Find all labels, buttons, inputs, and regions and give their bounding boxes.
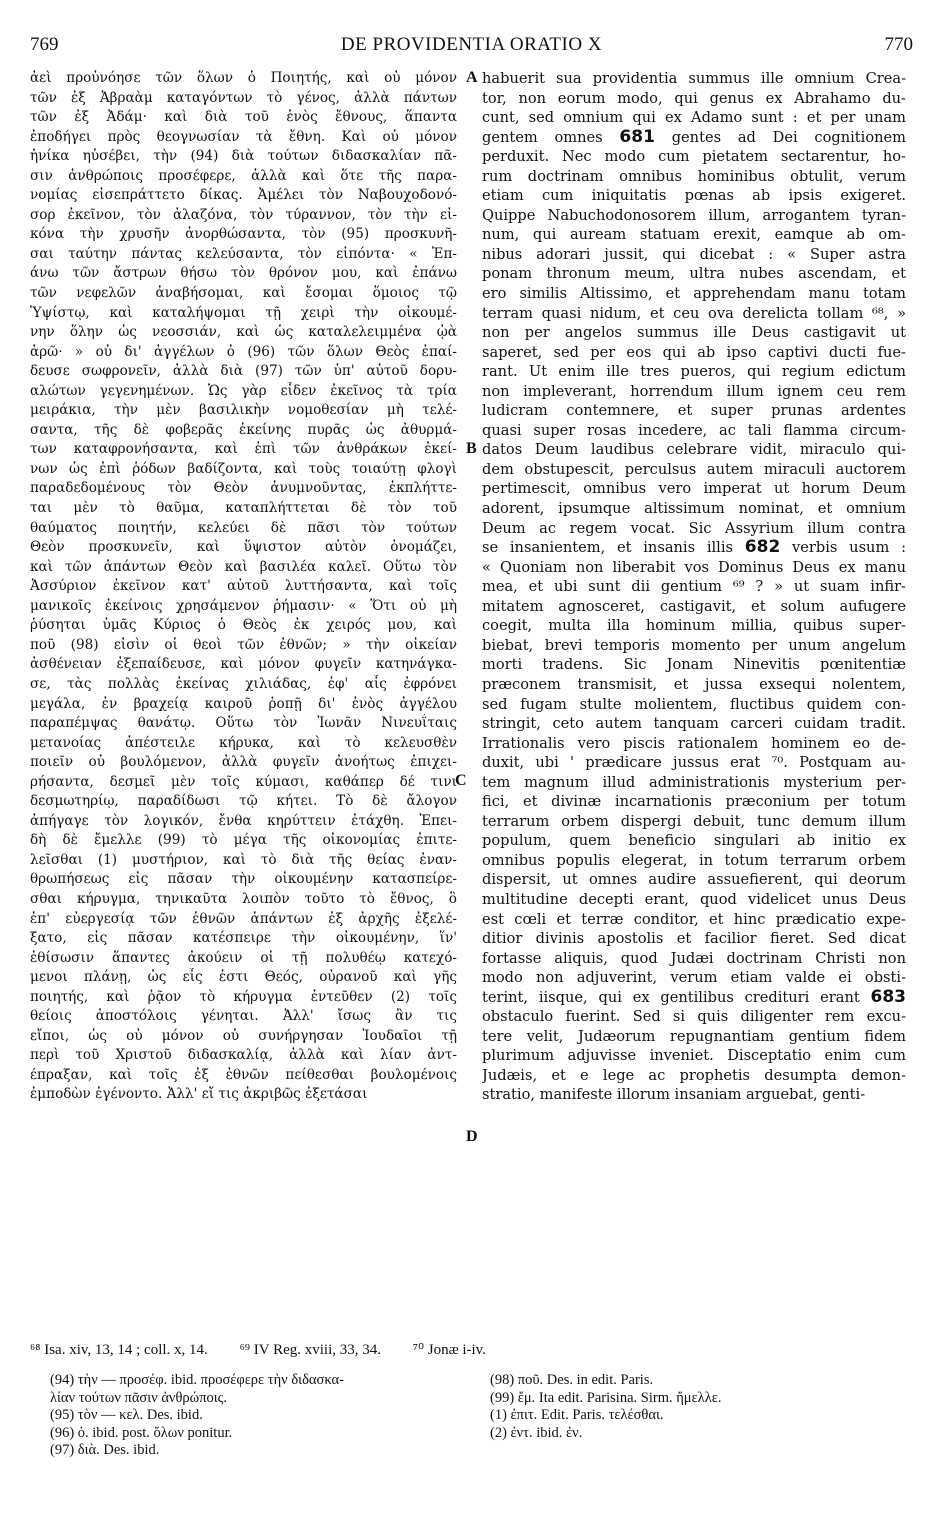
latin-text-line: quasi super rosas incedere, ac tali flamma circum- (482, 421, 906, 439)
greek-text-line: μεγάλα, ἐν βραχείᾳ καιροῦ ῥοπῇ δι' ἑνὸς ἀγγέλου (30, 695, 457, 712)
latin-text-line: omnibus populis elegerat, in totum terrarum orbem (482, 851, 906, 869)
latin-text-line: ditior divinis apostolis et facilior fieret. Sed dicat (482, 930, 906, 948)
greek-text-line: σιν ἀνθρώποις προσέφερε, ἀλλὰ καὶ ὅτε τῆς παρα- (30, 167, 457, 184)
greek-text-line: ἀπήγαγε τὸν λογικόν, ἔνθα κηρύττειν ἐτάχθη. Ἐπει- (30, 812, 457, 829)
greek-text-line: εἴποι, ὡς οὐ μόνον οὐ συνήργησαν Ἰουδαῖοι τῇ (30, 1027, 457, 1044)
variant-note: (97) διὰ. Des. ibid. (50, 1442, 160, 1459)
latin-text-line: duxit, ubi ' prædicare jussus erat ⁷⁰. Postquam au- (482, 754, 906, 772)
greek-text-line: δευσε σωφρονεῖν, ἀλλὰ διὰ (97) τῶν ὑπ' αὐτοῦ δορυ- (30, 363, 457, 380)
latin-text-line: ludicram contemnere, et super prunas ardentes (482, 402, 906, 420)
latin-text-line: modo non adjuverint, verum etiam valde ei obsti- (482, 969, 906, 987)
latin-text-line: dem obstupescit, perculsus autem miraculi auctorem (482, 460, 906, 478)
variant-note: (2) ἐντ. ibid. ἐν. (490, 1424, 583, 1441)
greek-text-line: νην ὅλην ὡς νεοσσιάν, καὶ ὡς καταλελειμμένα ᾠὰ (30, 324, 457, 341)
greek-text-line: ἀρῶ· » οὐ δι' ἀγγέλων ὁ (96) τῶν ὅλων Θεὸς ἐπαί- (30, 343, 457, 360)
greek-text-line: ρήσαντα, δεσμεῖ μὲν τοῖς κύμασι, καθάπερ δέ τινι (30, 773, 457, 790)
latin-text-line: se insanientem, et insanis illis 682 verbis usum : (482, 538, 906, 558)
greek-text-line: ποιεῖν οὐ βουλόμενον, ἀλλὰ φυγεῖν ἀνοήτως ἐπιχει- (30, 754, 457, 771)
variant-note: (98) ποῦ. Des. in edit. Paris. (490, 1372, 654, 1388)
scripture-note: ⁶⁸ Isa. xiv, 13, 14 ; coll. x, 14. (30, 1342, 208, 1358)
latin-text-line: ponam thronum meum, ultra nubes ascendam, et (482, 265, 906, 283)
greek-text-line: ἀσθένειαν ἐξεπαίδευσε, καὶ μόνον φυγεῖν κατηνάγκα- (30, 656, 457, 673)
column-number: 682 (744, 538, 781, 558)
greek-text-line: δὴ δὲ ἔμελλε (99) τὸ μέγα τῆς οἰκονομίας ἐπιτε- (30, 832, 457, 849)
greek-text-line: παραπέμψας θανάτῳ. Οὕτω τὸν Ἰωνᾶν Νινευΐταις (30, 715, 457, 732)
latin-text-line: tor, non eorum modo, qui genus ex Abrahamo du- (482, 89, 906, 107)
greek-text-line: σαντα, τῆς δὲ φοβερᾶς ἐκείνης πυρᾶς ὡς ἀθυρμά- (30, 421, 457, 438)
greek-text-line: θρωπήσεως εἰς πᾶσαν τὴν οἰκουμένην κατασπείρε- (30, 871, 457, 888)
latin-text-line: gentem omnes 681 gentes ad Dei cognitionem (482, 127, 906, 147)
latin-text-line: rant. Ut enim ille tres pueros, qui regium edictum (482, 363, 906, 381)
greek-text-line: ἐποδήγει πρὸς θεογνωσίαν τὰ ἔθνη. Καὶ οὐ μόνον (30, 128, 457, 145)
latin-text-line: obstaculo fuerint. Sed si quis diligenter rem excu- (482, 1008, 906, 1026)
variant-notes-left (50, 1372, 480, 1460)
section-marker-b: B (466, 440, 477, 457)
variant-note: λίαν τούτων πᾶσιν ἀνθρώποις. (50, 1389, 228, 1406)
greek-text-line: σε, τὰς πολλὰς ἐκείνας χιλιάδας, ἐφ' αἷς ἐφρόνει (30, 675, 457, 692)
greek-column (30, 69, 457, 1105)
column-number: 681 (619, 127, 655, 147)
latin-text-line: rum doctrinam omnibus hominibus obtulit, verum (482, 167, 906, 185)
variant-note: (99) ἔμ. Ita edit. Parisina. Sirm. ἤμελλε. (490, 1389, 722, 1406)
latin-text-line: perduxit. Nec modo cum pietatem sectarentur, ho- (482, 148, 906, 166)
greek-text-line: σαι ταύτην πάντας κελεύσαντα, τὸν εἰπόντα· « Ἐπ- (30, 245, 457, 262)
latin-text-line: Deum ac regem vocat. Sic Assyrium illum contra (482, 519, 906, 537)
greek-text-line: περὶ τοῦ Χριστοῦ διδασκαλίᾳ, ἀλλὰ καὶ λίαν ἀντ- (30, 1047, 457, 1064)
greek-text-line: νομίας εἰσεπράττετο δίκας. Ἀμέλει τὸν Ναβουχοδονό- (30, 187, 457, 204)
greek-text-line: ξατο, εἰς πᾶσαν κατέσπειρε τὴν οἰκουμένην, ἵν' (30, 930, 457, 947)
latin-text-line: plurimum adjuvisse inveniet. Disceptatio enim cum (482, 1047, 906, 1065)
latin-text-line: num, qui auream statuam erexit, eamque ab om- (482, 226, 906, 244)
latin-text-line: non per angelos summus ille Deus castigavit ut (482, 324, 906, 342)
latin-text-line: est cœli et terræ conditor, et hinc prædicatio expe- (482, 910, 906, 928)
left-page-number: 769 (30, 34, 59, 55)
latin-column (482, 69, 906, 1105)
latin-text-line: etiam cum iniquitatis pœnas ab ipsis exigeret. (482, 187, 906, 205)
greek-text-line: τῶν ἐξ Ἀδάμ· καὶ διὰ τοῦ ἑνὸς ἔθνους, ἅπαντα (30, 109, 457, 126)
latin-text-line: Irrationalis vero piscis rationalem hominem eo de- (482, 734, 906, 752)
latin-text-line: sed fugam stulte molientem, fluctibus quidem con- (482, 695, 906, 713)
greek-text-line: μανικοῖς ἐκείνοις χρησάμενον ῥήμασιν· « Ὅτι οὐ μὴ (30, 597, 457, 614)
greek-text-line: δεσμωτηρίῳ, παραδίδωσι τῷ κήτει. Τὸ δὲ ἄλογον (30, 793, 457, 810)
greek-text-line: ται μὲν τὸ θαῦμα, καταπλήττεται δὲ τὸν τοῦ (30, 500, 457, 517)
latin-text-line: stratio, manifeste illorum insaniam arguebat, genti- (482, 1086, 866, 1104)
latin-text-line: tem magnum illud administrationis mysterium per- (482, 773, 906, 791)
greek-text-line: θαύματος ποιητήν, κελεύει δὲ πᾶσι τὸν τούτων (30, 519, 457, 536)
variant-note: (96) ὁ. ibid. post. ὅλων ponitur. (50, 1424, 233, 1441)
greek-text-line: μειράκια, τὴν μὲν βασιλικὴν νομοθεσίαν μὴ τελέ- (30, 402, 457, 419)
latin-text-line: stringit, ceto autem tanquam carceri cuidam tradit. (482, 715, 906, 733)
greek-text-line: καὶ τῶν ἁπάντων Θεὸν καὶ βασιλέα καλεῖ. Οὕτω τὸν (30, 558, 457, 575)
greek-text-line: λεῖσθαι (1) μυστήριον, καὶ τὸ διὰ τῆς θείας ἐναν- (30, 851, 457, 868)
latin-text-line: præconem transmisit, et jussa exsequi nolentem, (482, 675, 906, 693)
greek-text-line: σορ ἐκεῖνον, τὸν ἀλαζόνα, τὸν τύραννον, τὸν τὴν εἰ- (30, 206, 457, 223)
column-number: 683 (870, 987, 906, 1007)
latin-text-line: dispersit, ut omnes audire assuefierent, qui deorum (482, 871, 906, 889)
variant-note: (94) τὴν — προσέφ. ibid. προσέφερε τὴν διδασκα- (50, 1372, 344, 1388)
greek-text-line: Θεὸν προσκυνεῖν, καὶ ὕψιστον αὐτὸν ὀνομάζει, (30, 539, 457, 556)
latin-text-line: terrarum orbem dispergi debuit, tunc demum illum (482, 812, 906, 830)
latin-text-line: mea, et ubi sunt dii gentium ⁶⁹ ? » ut suam infir- (482, 578, 906, 596)
section-marker-d: D (466, 1128, 478, 1145)
right-page-number: 770 (884, 34, 913, 55)
greek-text-line: ἡνίκα ηὐσέβει, τὴν (94) διὰ τούτων διδασκαλίαν πᾶ- (30, 148, 457, 165)
section-marker-c: C (455, 772, 467, 789)
latin-text-line: coegit, multa illa hominum millia, quibus super- (482, 617, 906, 635)
greek-text-line: ἐθίσωσιν ἅπαντες ἀκούειν οἱ τῇ πολυθέῳ κατεχό- (30, 949, 457, 966)
latin-text-line: Quippe Nabuchodonosorem illum, arrogantem tyran- (482, 206, 906, 224)
greek-text-line: μετανοίας ἀπέστειλε κήρυκα, καὶ τὸ κελευσθὲν (30, 734, 457, 751)
scripture-references (30, 1340, 910, 1359)
variant-note: (1) ἐπιτ. Edit. Paris. τελέσθαι. (490, 1407, 664, 1424)
latin-text-line: pertimescit, omnibus vero imperat ut horum Deum (482, 480, 906, 498)
latin-text-line: nibus adorari jussit, qui dicebat : « Super astra (482, 245, 906, 263)
greek-text-line: έπραξαν, καὶ τοῖς ἐξ ἐθνῶν πείθεσθαι βουλομένοις (30, 1066, 457, 1083)
variant-notes-right (490, 1372, 910, 1442)
greek-text-line: μενοι πλάνῃ, ὡς εἷς ἐστι Θεός, οὐρανοῦ καὶ γῆς (30, 969, 457, 986)
greek-text-line: σθαι κήρυγμα, τηνικαῦτα λοιπὸν τοῦτο τὸ ἔθνος, ὃ (30, 890, 457, 907)
greek-text-line: αλώτων γεγενημένων. Ὡς γὰρ εἶδεν ἐκεῖνος τὰ τρία (30, 382, 457, 399)
greek-text-line: ποιητής, καὶ ῥᾷον τὸ κήρυγμα ἐντεῦθεν (2) τοῖς (30, 988, 457, 1005)
latin-text-line: fortasse aliquis, quod Judæi doctrinam Christi non (482, 949, 906, 967)
greek-text-line: Ἀσσύριον ἐκεῖνον κατ' αὐτοῦ λυττήσαντα, καὶ τοῖς (30, 578, 457, 595)
greek-text-line: Ὑψίστῳ, καὶ καταλήψομαι τῇ χειρὶ τὴν οἰκουμέ- (30, 304, 457, 321)
latin-text-line: tere velit, Judæorum repugnantiam gentium fidem (482, 1027, 906, 1045)
greek-text-line: παραδεδομένους τὸν Θεὸν ἀνυμνοῦντας, ἐκπλήττε- (30, 480, 457, 497)
greek-text-line: κόνα τὴν χρυσῆν ἀνορθώσαντα, τὸν (95) προσκυνῆ- (30, 226, 457, 243)
latin-text-line: terram quasi nidum, et ceu ova derelicta tollam ⁶⁸, » (482, 304, 906, 322)
greek-text-line: τῶν νεφελῶν ἀναβήσομαι, καὶ ἔσομαι ὅμοιος τῷ (30, 285, 457, 302)
latin-text-line: fici, et divinæ incarnationis præconium per totum (482, 793, 906, 811)
latin-text-line: morti tradens. Sic Jonam Ninevitis pœnitentiæ (482, 656, 906, 674)
latin-text-line: saperet, sed per eos qui ab ipso captivi ducti fue- (482, 343, 906, 361)
latin-text-line: cunt, sed omnium qui ex Adamo sunt : et per unam (482, 109, 906, 127)
latin-text-line: multitudine decepti erant, quod videlicet unus Deus (482, 890, 906, 908)
scripture-note: ⁷⁰ Jonæ i-iv. (412, 1342, 486, 1358)
greek-text-line: ἀεὶ προὐνόησε τῶν ὅλων ὁ Ποιητής, καὶ οὐ μόνον (30, 70, 457, 86)
greek-text-line: τῶν ἐξ Ἀβραὰμ καταγόντων τὸ γένος, ἀλλὰ πάντων (30, 89, 457, 106)
greek-text-line: νων ὡς ἐπὶ ῥόδων βαδίζοντα, καὶ τοὺς τοιαύτῃ φλογὶ (30, 460, 457, 477)
latin-text-line: habuerit sua providentia summus ille omnium Crea- (482, 70, 906, 87)
latin-text-line: datos Deum laudibus celebrare vidit, miraculo qui- (482, 441, 906, 459)
latin-text-line: populum, quem beneficio singulari ab initio ex (482, 832, 906, 850)
latin-text-line: non impleverant, horrendum illum ignem ceu rem (482, 382, 906, 400)
greek-text-line: των καταφρονήσαντα, καὶ ἐπὶ τῶν ἀνθράκων ἐκεί- (30, 441, 457, 458)
latin-text-line: adorent, ipsumque altissimum nominat, et omnium (482, 500, 906, 518)
greek-text-line: άνω τῶν ἄστρων θήσω τὸν θρόνον μου, καὶ ἐπάνω (30, 265, 457, 282)
variant-note: (95) τὸν — κελ. Des. ibid. (50, 1407, 203, 1424)
page-title: DE PROVIDENTIA ORATIO X (340, 34, 603, 55)
greek-text-line: ποῦ (98) εἰσὶν οἱ θεοὶ τῶν ἐθνῶν; » τὴν οἰκείαν (30, 636, 457, 653)
latin-text-line: Judæis, et e lege ac prophetis desumpta demon- (482, 1066, 906, 1084)
latin-text-line: mitatem agnosceret, castigavit, et solum aufugere (482, 597, 906, 615)
greek-text-line: θείοις ἀποστόλοις γένηται. Ἀλλ' ἴσως ἂν τις (30, 1008, 457, 1025)
latin-text-line: biebat, brevi temporis momento per unum angelum (482, 636, 906, 654)
scripture-note: ⁶⁹ IV Reg. xviii, 33, 34. (239, 1342, 381, 1358)
latin-text-line: ero similis Altissimo, et apprehendam manu totam (482, 285, 906, 303)
running-header (30, 34, 913, 58)
latin-text-line: « Quoniam non liberabit vos Dominus Deus ex manu (482, 558, 906, 576)
section-marker-a: A (466, 69, 478, 86)
greek-text-line: ἐμποδὼν ἐγένοντο. Ἀλλ' εἴ τις ἀκριβῶς ἐξετάσαι (30, 1086, 368, 1103)
latin-text-line: terint, iisque, qui ex gentilibus credituri erant 683 (482, 987, 906, 1007)
greek-text-line: ἐπ' εὐεργεσίᾳ τῶν ἐθνῶν ἁπάντων ἐξ ἀρχῆς ἐξελέ- (30, 910, 457, 927)
greek-text-line: ῥύσηται ὑμᾶς Κύριος ὁ Θεὸς ἐκ χειρός μου, καὶ (30, 617, 457, 634)
